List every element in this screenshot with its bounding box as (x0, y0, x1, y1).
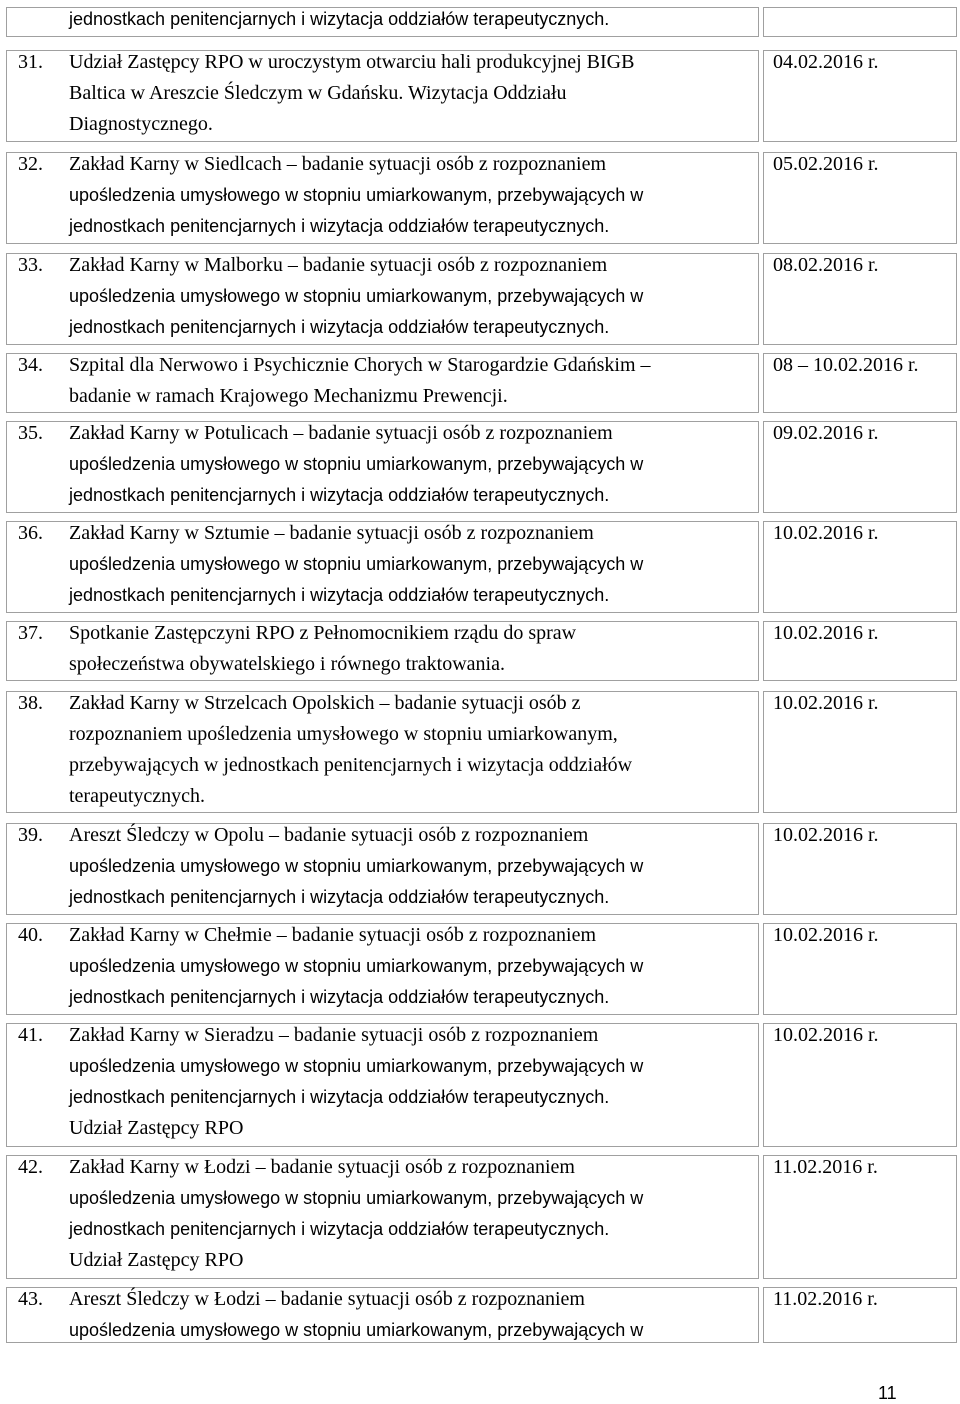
description-line: przebywających w jednostkach penitencjarnych i wizytacja oddziałów (69, 754, 633, 776)
item-number: 37. (18, 622, 43, 644)
item-number: 43. (18, 1288, 43, 1310)
description-line: jednostkach penitencjarnych i wizytacja oddziałów terapeutycznych. (69, 485, 610, 505)
item-description (69, 1284, 759, 1346)
item-number: 35. (18, 422, 43, 444)
item-description (69, 47, 759, 140)
item-date: 11.02.2016 r. (773, 1288, 878, 1310)
description-line: Diagnostycznego. (69, 113, 213, 135)
description-line: terapeutycznych. (69, 785, 206, 807)
description-line: Areszt Śledczy w Łodzi – badanie sytuacji osób z rozpoznaniem (69, 1288, 585, 1310)
table-row (6, 250, 957, 348)
description-line: jednostkach penitencjarnych i wizytacja oddziałów terapeutycznych. (69, 9, 610, 29)
item-number: 42. (18, 1156, 43, 1178)
description-line: Zakład Karny w Strzelcach Opolskich – badanie sytuacji osób z (69, 692, 581, 714)
description-line: Zakład Karny w Potulicach – badanie sytuacji osób z rozpoznaniem (69, 422, 613, 444)
item-number: 39. (18, 824, 43, 846)
item-number: 33. (18, 254, 43, 276)
date-cell (763, 7, 957, 37)
item-description (69, 920, 759, 1013)
description-line: jednostkach penitencjarnych i wizytacja oddziałów terapeutycznych. (69, 216, 610, 236)
item-number: 34. (18, 354, 43, 376)
description-line: jednostkach penitencjarnych i wizytacja oddziałów terapeutycznych. (69, 887, 610, 907)
description-line: upośledzenia umysłowego w stopniu umiarkowanym, przebywających w (69, 554, 644, 574)
item-description (69, 688, 759, 812)
description-line: upośledzenia umysłowego w stopniu umiarkowanym, przebywających w (69, 286, 644, 306)
item-date: 10.02.2016 r. (773, 522, 879, 544)
description-line: upośledzenia umysłowego w stopniu umiarkowanym, przebywających w (69, 956, 644, 976)
item-date: 10.02.2016 r. (773, 692, 879, 714)
item-number: 38. (18, 692, 43, 714)
description-line: upośledzenia umysłowego w stopniu umiarkowanym, przebywających w (69, 1188, 644, 1208)
item-description (69, 418, 759, 511)
description-line: upośledzenia umysłowego w stopniu umiarkowanym, przebywających w (69, 185, 644, 205)
description-line: Zakład Karny w Siedlcach – badanie sytuacji osób z rozpoznaniem (69, 153, 607, 175)
item-date: 10.02.2016 r. (773, 824, 879, 846)
table-row (6, 1152, 957, 1282)
description-line: Zakład Karny w Chełmie – badanie sytuacji osób z rozpoznaniem (69, 924, 597, 946)
item-date: 08.02.2016 r. (773, 254, 879, 276)
description-line: badanie w ramach Krajowego Mechanizmu Prewencji. (69, 385, 508, 407)
description-line: upośledzenia umysłowego w stopniu umiarkowanym, przebywających w (69, 1320, 644, 1340)
item-date: 10.02.2016 r. (773, 1024, 879, 1046)
item-date: 09.02.2016 r. (773, 422, 879, 444)
item-description (69, 4, 759, 35)
item-description (69, 250, 759, 343)
description-line: upośledzenia umysłowego w stopniu umiarkowanym, przebywających w (69, 856, 644, 876)
table-row (6, 820, 957, 918)
item-date: 11.02.2016 r. (773, 1156, 878, 1178)
table-row (6, 4, 957, 40)
description-line: rozpoznaniem upośledzenia umysłowego w stopniu umiarkowanym, (69, 723, 618, 745)
description-line: jednostkach penitencjarnych i wizytacja oddziałów terapeutycznych. (69, 1219, 610, 1239)
description-line: upośledzenia umysłowego w stopniu umiarkowanym, przebywających w (69, 1056, 644, 1076)
item-number: 32. (18, 153, 43, 175)
description-line: jednostkach penitencjarnych i wizytacja oddziałów terapeutycznych. (69, 987, 610, 1007)
page-number: 11 (878, 1383, 897, 1403)
item-date: 10.02.2016 r. (773, 622, 879, 644)
item-description (69, 820, 759, 913)
table-row (6, 350, 957, 416)
description-line: Szpital dla Nerwowo i Psychicznie Chorych w Starogardzie Gdańskim – (69, 354, 651, 376)
description-line: Zakład Karny w Malborku – badanie sytuacji osób z rozpoznaniem (69, 254, 608, 276)
description-line: Zakład Karny w Łodzi – badanie sytuacji osób z rozpoznaniem (69, 1156, 575, 1178)
item-number: 41. (18, 1024, 43, 1046)
description-line: Zakład Karny w Sztumie – badanie sytuacji osób z rozpoznaniem (69, 522, 594, 544)
item-number: 36. (18, 522, 43, 544)
description-line: Spotkanie Zastępczyni RPO z Pełnomocnikiem rządu do spraw (69, 622, 577, 644)
item-number: 40. (18, 924, 43, 946)
item-description (69, 149, 759, 242)
item-description (69, 618, 759, 680)
table-row (6, 1020, 957, 1150)
description-line: społeczeństwa obywatelskiego i równego traktowania. (69, 653, 505, 675)
item-date: 04.02.2016 r. (773, 51, 879, 73)
description-line: Udział Zastępcy RPO w uroczystym otwarciu hali produkcyjnej BIGB (69, 51, 635, 73)
table-row (6, 618, 957, 684)
table-row (6, 149, 957, 247)
table-row (6, 1284, 957, 1346)
description-line: Zakład Karny w Sieradzu – badanie sytuacji osób z rozpoznaniem (69, 1024, 599, 1046)
description-line: Udział Zastępcy RPO (69, 1117, 244, 1139)
description-line: jednostkach penitencjarnych i wizytacja oddziałów terapeutycznych. (69, 585, 610, 605)
item-description (69, 350, 759, 412)
description-line: Areszt Śledczy w Opolu – badanie sytuacji osób z rozpoznaniem (69, 824, 589, 846)
table-row (6, 688, 957, 816)
item-date: 08 – 10.02.2016 r. (773, 354, 919, 376)
description-line: upośledzenia umysłowego w stopniu umiarkowanym, przebywających w (69, 454, 644, 474)
item-description (69, 518, 759, 611)
description-line: Udział Zastępcy RPO (69, 1249, 244, 1271)
item-description (69, 1020, 759, 1144)
table-row (6, 418, 957, 516)
table-row (6, 920, 957, 1018)
description-line: Baltica w Areszcie Śledczym w Gdańsku. Wizytacja Oddziału (69, 82, 567, 104)
item-date: 10.02.2016 r. (773, 924, 879, 946)
item-number: 31. (18, 51, 43, 73)
table-row (6, 518, 957, 616)
table-row (6, 47, 957, 145)
description-line: jednostkach penitencjarnych i wizytacja oddziałów terapeutycznych. (69, 317, 610, 337)
item-description (69, 1152, 759, 1276)
description-line: jednostkach penitencjarnych i wizytacja oddziałów terapeutycznych. (69, 1087, 610, 1107)
item-date: 05.02.2016 r. (773, 153, 879, 175)
